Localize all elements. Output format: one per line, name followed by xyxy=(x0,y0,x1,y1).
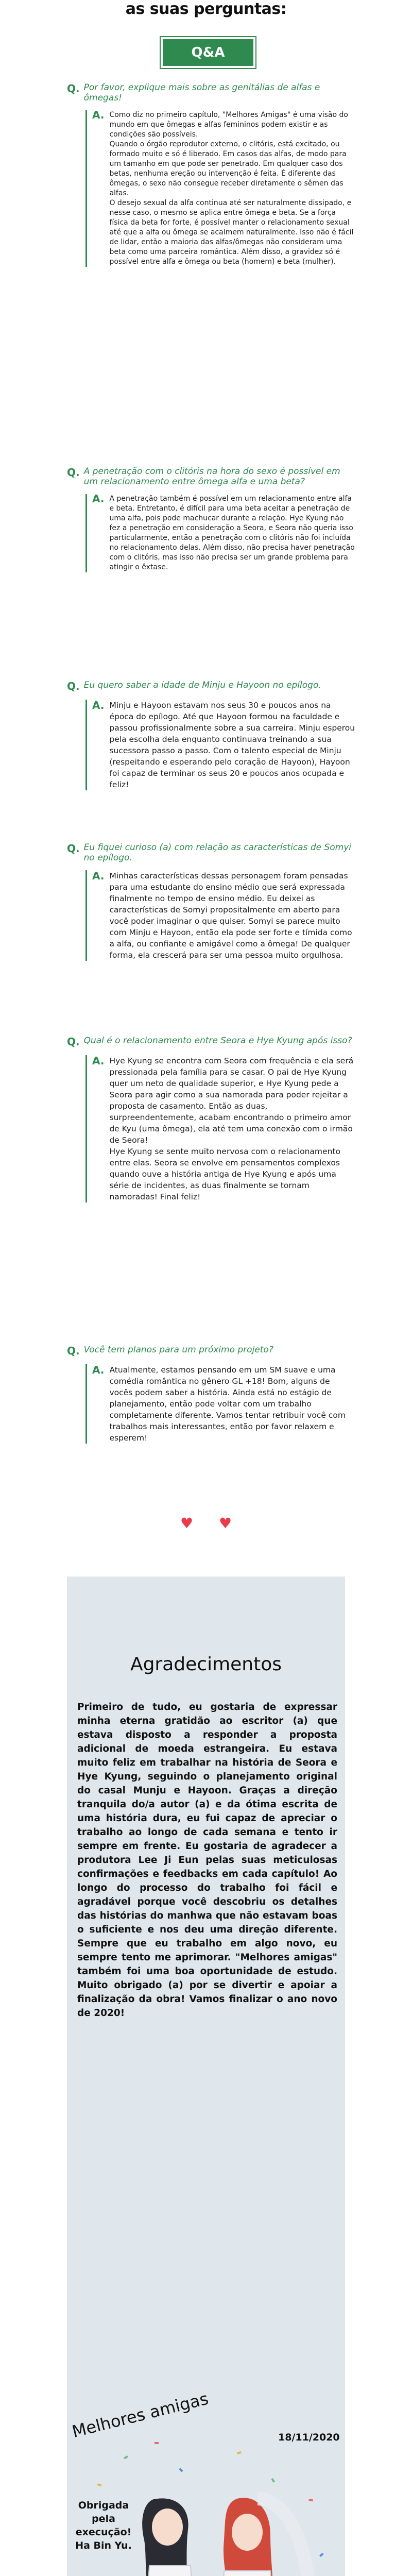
question-text: A penetração com o clitóris na hora do sexo é possível em um relacionamento entre ômega alfa e uma beta? xyxy=(83,466,340,487)
qa-item xyxy=(67,82,355,267)
heart-icon: ♥ xyxy=(219,1515,232,1532)
answer-text: Como diz no primeiro capítulo, "Melhores Amigas" é uma visão do mundo em que ômegas e alfas femininos podem existir e as condições são possíveis. Quando o órgão reprodutor externo, o clitóris, está excitado, ou formado muito e só é liberado. Em casos das alfas, de modo para um tamanho em que pode ser penetrado. Em qualquer caso dos betas, nenhuma ereção ou intervenção é feita. É diferente das ômegas, o sexo não consegue receber diretamente o sêmen das alfas. O desejo sexual da alfa continua até ser naturalmente dissipado, e nesse caso, o mesmo se aplica entre ômega e beta. Se a força física da beta for forte, é possível manter o relacionamento sexual até que a alfa ou ômega se acalmem naturalmente. Isso não é fácil de lidar, então a maioria das alfas/ômegas não consideram uma beta como uma parceira romântica. Além disso, a gravidez só é possível entre alfa e ômega ou beta (homem) e beta (mulher). xyxy=(109,111,354,266)
question-line xyxy=(67,82,355,103)
question-text: Por favor, explique mais sobre as genitálias de alfas e ômegas! xyxy=(83,82,320,103)
answer-marker: A. xyxy=(92,870,105,882)
question-marker: Q. xyxy=(67,466,80,479)
heart-icon: ♥ xyxy=(180,1515,194,1532)
question-marker: Q. xyxy=(67,1036,80,1048)
question-text: Eu quero saber a idade de Minju e Hayoon no epílogo. xyxy=(83,680,321,690)
qa-item xyxy=(67,680,355,790)
answer-text: A penetração também é possível em um relacionamento entre alfa e beta. Entretanto, é difícil para uma beta aceitar a penetração de uma alfa, pois pode machucar durante a relação. Hye Kyung não fez a penetração em consideração a Seora, e Seora não queria isso particularmente, então a penetração com o clitóris não foi incluída no relacionamento delas. Além disso, não precisa haver penetração com o clitóris, mas isso não precisa ser um grande problema para atingir o êxtase. xyxy=(109,495,355,571)
bride-right xyxy=(196,2498,324,2576)
answer-block xyxy=(85,1364,355,1444)
question-line xyxy=(67,1036,355,1048)
answer-marker: A. xyxy=(92,109,105,121)
artwork-caption: Melhores amigas xyxy=(70,2388,211,2442)
artist-thanks: Obrigada pela execução! Ha Bin Yu. xyxy=(75,2500,132,2551)
answer-marker: A. xyxy=(92,699,105,711)
answer-marker: A. xyxy=(92,1055,105,1067)
answer-marker: A. xyxy=(92,493,105,505)
question-marker: Q. xyxy=(67,842,80,855)
qa-badge: Q&A xyxy=(161,37,255,68)
question-text: Você tem planos para um próximo projeto? xyxy=(83,1345,273,1355)
answer-block xyxy=(85,494,355,572)
answer-text: Atualmente, estamos pensando em um SM suave e uma comédia romântica no gênero GL +18! Bom, alguns de vocês podem saber a história. Ainda está no estágio de planejamento, então pode voltar com um trabalho completamente diferente. Vamos tentar retribuir você com trabalhos mais interessantes, então por favor relaxem e esperem! xyxy=(109,1365,346,1443)
artwork-date: 18/11/2020 xyxy=(278,2432,340,2443)
answer-block xyxy=(85,1055,355,1202)
answer-text: Hye Kyung se encontra com Seora com frequência e ela será pressionada pela família para se casar. O pai de Hye Kyung quer um neto de qualidade superior, e Hye Kyung pede a Seora para agir como a sua namorada para poder rejeitar a proposta de casamento. Então as duas, surpreendentemente, acabam encontrando o primeiro amor de Kyu (uma ômega), ela até tem uma conexão com o irmão de Seora! Hye Kyung se sente muito nervosa com o relacionamento entre elas. Seora se envolve em pensamentos complexos quando ouve a história antiga de Hye Kyung e após uma série de incidentes, as duas finalmente se tornam namoradas! Final feliz! xyxy=(109,1056,354,1201)
qa-item xyxy=(67,1036,355,1202)
answer-block xyxy=(85,870,355,961)
qa-item xyxy=(67,842,355,961)
question-marker: Q. xyxy=(67,680,80,692)
intro-heading: as suas perguntas: xyxy=(125,0,287,18)
question-line xyxy=(67,1345,355,1357)
answer-block xyxy=(85,110,355,267)
answer-text: Minhas características dessas personagem foram pensadas para uma estudante do ensino médio que será expressada finalmente no tempo de ensino médio. Eu deixei as características de Somyi propositalmente em aberto para você poder imaginar o que quiser. Somyi se parece muito com Minju e Hayoon, então ela pode ser forte e tímida como a alfa, ou confiante e amigável como a ômega! De qualquer forma, ela crescerá para ser uma pessoa muito orgulhosa. xyxy=(109,871,352,960)
question-line xyxy=(67,842,355,863)
answer-marker: A. xyxy=(92,1364,105,1376)
qa-item xyxy=(67,1345,355,1444)
question-line xyxy=(67,680,355,692)
answer-block xyxy=(85,700,355,790)
answer-text: Minju e Hayoon estavam nos seus 30 e poucos anos na época do epílogo. Até que Hayoon formou na faculdade e passou profissionalmente sobre a sua carreira. Minju esperou pela escolha dela enquanto continuava treinando a sua sucessora passo a passo. Com o talento especial de Minju (respeitando e esperando pelo coração de Hayoon), Hayoon foi capaz de terminar os seus 20 e poucos anos ocupada e feliz! xyxy=(109,701,355,789)
question-text: Qual é o relacionamento entre Seora e Hye Kyung após isso? xyxy=(83,1036,352,1046)
question-marker: Q. xyxy=(67,1345,80,1357)
question-text: Eu fiquei curioso (a) com relação as características de Somyi no epílogo. xyxy=(83,842,352,863)
qa-item xyxy=(67,466,355,572)
acknowledgements-text: Primeiro de tudo, eu gostaria de expressar minha eterna gratidão ao escritor (a) que estava disposto a responder a proposta adicional de moeda estrangeira. Eu estava muito feliz em trabalhar na história de Seora e Hye Kyung, seguindo o planejamento original do casal Munju e Hayoon. Graças a direção tranquila do/a autor (a) e da ótima escrita de uma história dura, eu fui capaz de apreciar o trabalho ao longo de cada semana e tento ir sempre em frente. Eu gostaria de agradecer a produtora Lee Ji Eun pelas suas meticulosas confirmações e feedbacks em cada capítulo! Ao longo do processo do trabalho foi fácil e agradável porque você descobriu os detalhes das histórias do manhwa que não estavam boas o suficiente e nos deu uma direção diferente. Sempre que eu trabalho em algo novo, eu sempre tento me aprimorar. "Melhores amigas" também foi uma boa oportunidade de estudo. Muito obrigado (a) por se divertir e apoiar a finalização da obra! Vamos finalizar o ano novo de 2020! xyxy=(77,1702,337,2019)
question-marker: Q. xyxy=(67,82,80,95)
question-line xyxy=(67,466,355,487)
acknowledgements-title: Agradecimentos xyxy=(130,1654,282,1675)
